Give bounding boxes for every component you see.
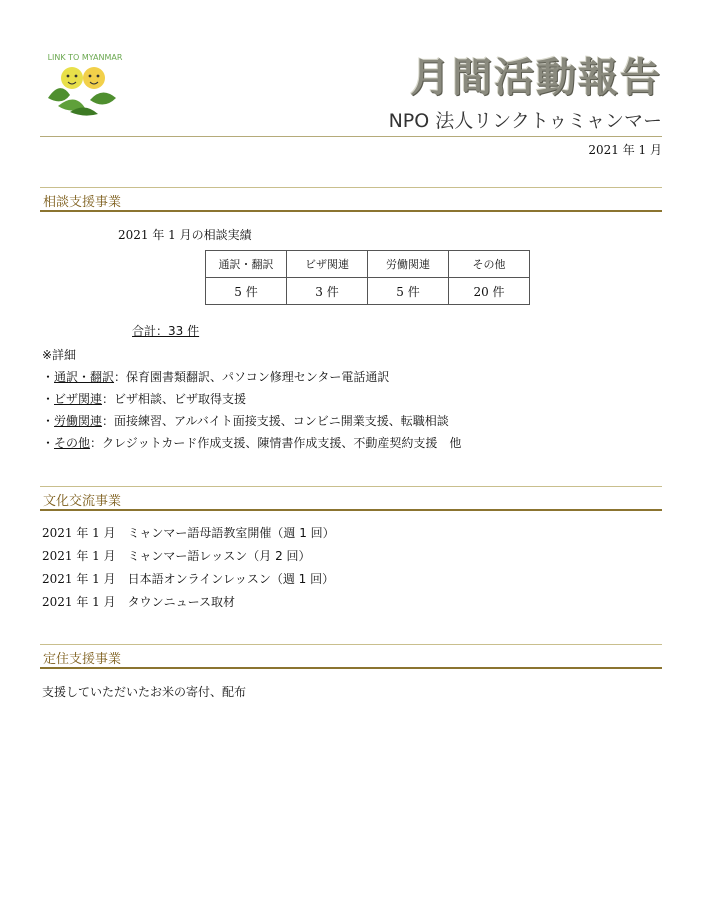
organization-name: NPO 法人リンクトゥミャンマー bbox=[388, 110, 662, 132]
table-cell: 3 件 bbox=[287, 278, 368, 305]
table-row bbox=[206, 278, 530, 305]
column-header: 労働関連 bbox=[368, 251, 449, 278]
detail-item: ・労働関連：面接練習、アルバイト面接支援、コンビニ開業支援、転職相談 bbox=[42, 414, 449, 428]
page-title: 月間活動報告 bbox=[410, 55, 662, 101]
consult-section-heading bbox=[40, 187, 662, 212]
table-header-row bbox=[206, 251, 530, 278]
consult-total: 合計：33 件 bbox=[132, 324, 200, 338]
column-header: ビザ関連 bbox=[287, 251, 368, 278]
header-divider bbox=[40, 136, 662, 137]
settle-text: 支援していただいたお米の寄付、配布 bbox=[42, 685, 247, 699]
consult-stats-table bbox=[205, 250, 530, 305]
settle-section-heading bbox=[40, 644, 662, 669]
report-date: 2021 年 1 月 bbox=[588, 143, 662, 157]
list-item: 2021 年 1 月 ミャンマー語母語教室開催（週 1 回） bbox=[42, 526, 335, 540]
detail-title: ※詳細 bbox=[42, 348, 77, 362]
svg-text:LINK TO MYANMAR: LINK TO MYANMAR bbox=[47, 53, 123, 62]
column-header: 通訳・翻訳 bbox=[206, 251, 287, 278]
column-header: その他 bbox=[449, 251, 530, 278]
table-cell: 20 件 bbox=[449, 278, 530, 305]
consult-caption: 2021 年 1 月の相談実績 bbox=[118, 228, 252, 242]
list-item: 2021 年 1 月 タウンニュース取材 bbox=[42, 595, 236, 609]
list-item: 2021 年 1 月 ミャンマー語レッスン（月 2 回） bbox=[42, 549, 311, 563]
section-title: 定住支援事業 bbox=[43, 652, 122, 667]
detail-item: ・ビザ関連：ビザ相談、ビザ取得支援 bbox=[42, 392, 247, 406]
detail-item: ・その他：クレジットカード作成支援、陳情書作成支援、不動産契約支援 他 bbox=[42, 436, 462, 450]
table-cell: 5 件 bbox=[368, 278, 449, 305]
table-cell: 5 件 bbox=[206, 278, 287, 305]
culture-section-heading bbox=[40, 486, 662, 511]
section-title: 文化交流事業 bbox=[43, 494, 122, 509]
section-title: 相談支援事業 bbox=[43, 195, 122, 210]
detail-item: ・通訳・翻訳：保育園書類翻訳、パソコン修理センター電話通訳 bbox=[42, 370, 390, 384]
list-item: 2021 年 1 月 日本語オンラインレッスン（週 1 回） bbox=[42, 572, 335, 586]
organization-logo bbox=[40, 40, 130, 120]
